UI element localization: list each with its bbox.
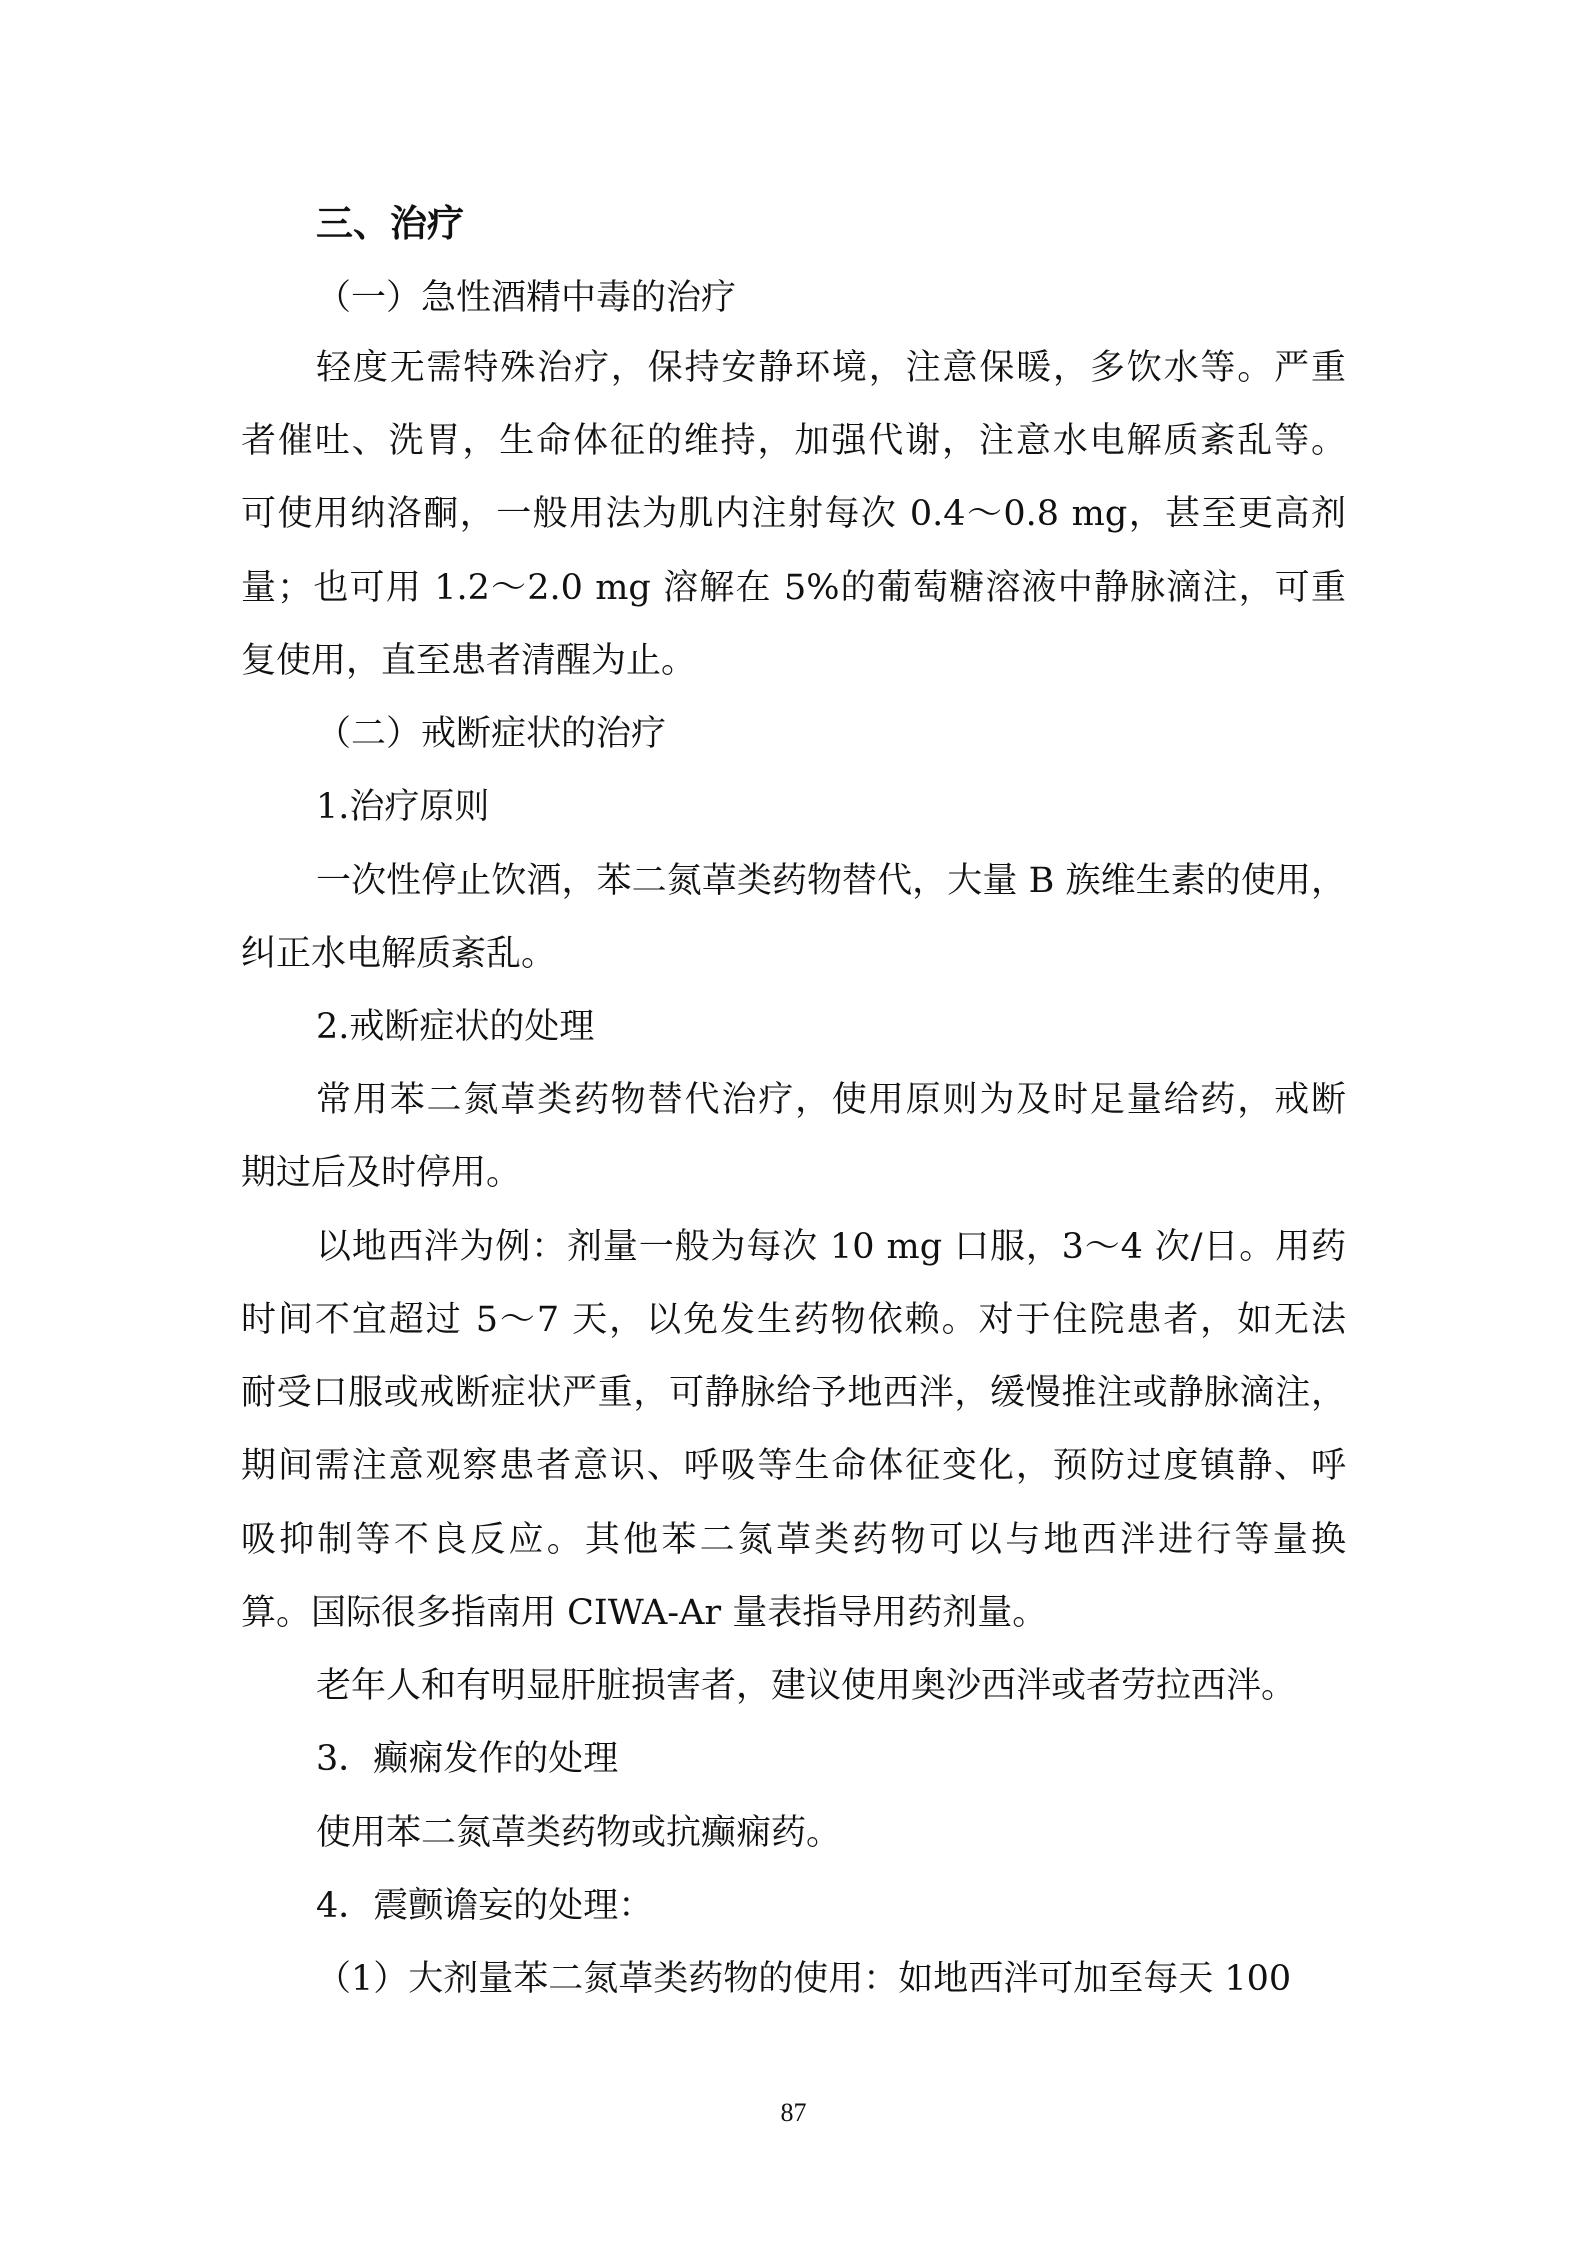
paragraph-line: 纠正水电解质紊乱。 [241, 934, 557, 974]
item-title-seizure-management: 3．癫痫发作的处理 [316, 1739, 619, 1779]
paragraph-line: 可使用纳洛酮，一般用法为肌内注射每次 0.4～0.8 mg，甚至更高剂 [241, 494, 1346, 534]
subsection-title-acute-intoxication: （一）急性酒精中毒的治疗 [316, 278, 737, 318]
paragraph-line: 吸抑制等不良反应。其他苯二氮䓬类药物可以与地西泮进行等量换 [241, 1520, 1346, 1560]
item-title-treatment-principles: 1.治疗原则 [316, 787, 490, 827]
paragraph-line: 常用苯二氮䓬类药物替代治疗，使用原则为及时足量给药，戒断 [316, 1080, 1346, 1120]
paragraph-line: 时间不宜超过 5～7 天，以免发生药物依赖。对于住院患者，如无法 [241, 1300, 1346, 1340]
paragraph-line: 期间需注意观察患者意识、呼吸等生命体征变化，预防过度镇静、呼 [241, 1446, 1346, 1486]
paragraph-line: 轻度无需特殊治疗，保持安静环境，注意保暖，多饮水等。严重 [316, 348, 1346, 388]
section-heading-treatment: 三、治疗 [316, 202, 464, 245]
paragraph-line: 耐受口服或戒断症状严重，可静脉给予地西泮，缓慢推注或静脉滴注， [241, 1373, 1346, 1413]
paragraph-line: 者催吐、洗胃，生命体征的维持，加强代谢，注意水电解质紊乱等。 [241, 421, 1346, 461]
paragraph-line: （1）大剂量苯二氮䓬类药物的使用：如地西泮可加至每天 100 [316, 1959, 1292, 1999]
paragraph-line: 一次性停止饮酒，苯二氮䓬类药物替代，大量 B 族维生素的使用， [316, 861, 1346, 901]
paragraph-line: 量；也可用 1.2～2.0 mg 溶解在 5%的葡萄糖溶液中静脉滴注，可重 [241, 568, 1346, 608]
paragraph-line: 期过后及时停用。 [241, 1153, 522, 1193]
item-title-withdrawal-management: 2.戒断症状的处理 [316, 1007, 595, 1047]
paragraph-line: 老年人和有明显肝脏损害者，建议使用奥沙西泮或者劳拉西泮。 [316, 1666, 1297, 1706]
paragraph-line: 算。国际很多指南用 CIWA-Ar 量表指导用药剂量。 [241, 1593, 1048, 1633]
subsection-title-withdrawal: （二）戒断症状的治疗 [316, 714, 667, 754]
item-title-delirium-tremens: 4．震颤谵妄的处理： [316, 1886, 654, 1926]
page-number: 87 [780, 2098, 807, 2127]
paragraph-line: 以地西泮为例：剂量一般为每次 10 mg 口服，3～4 次/日。用药 [316, 1227, 1346, 1267]
paragraph-line: 复使用，直至患者清醒为止。 [241, 641, 697, 681]
paragraph-line: 使用苯二氮䓬类药物或抗癫痫药。 [316, 1813, 842, 1853]
